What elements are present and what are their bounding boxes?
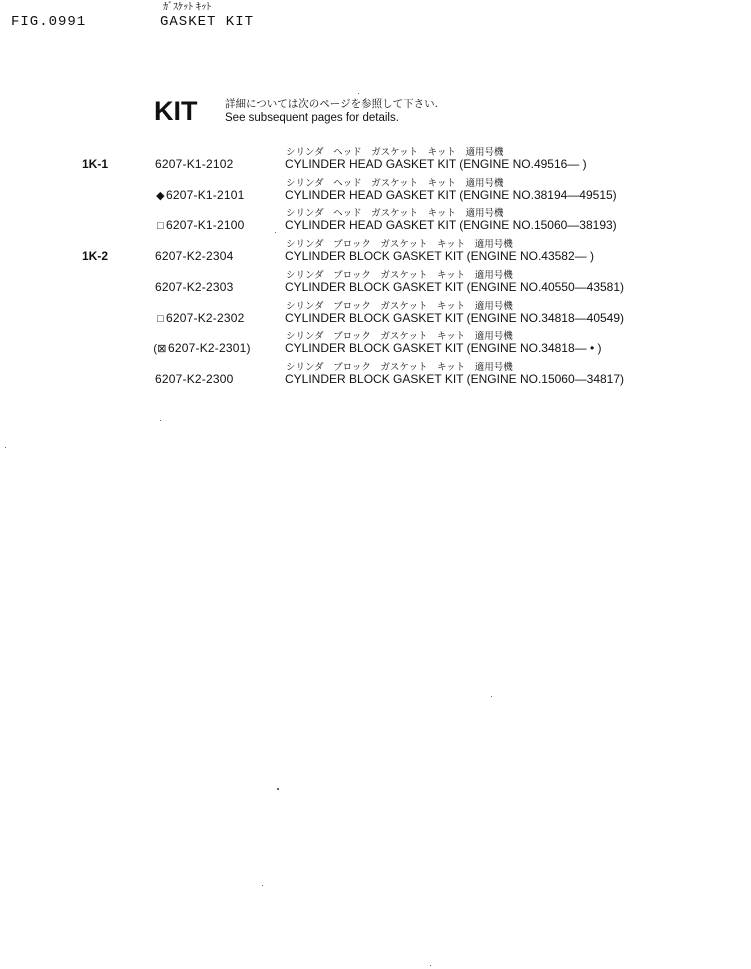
description-jp: シリンダ ヘッド ガスケット キット 適用号機 — [286, 208, 504, 220]
group-label: 1K-2 — [82, 249, 109, 264]
description-jp: シリンダ ブロック ガスケット キット 適用号機 — [286, 239, 513, 251]
scan-speck — [491, 696, 492, 697]
part-number-cell — [152, 341, 251, 355]
description-jp: シリンダ ブロック ガスケット キット 適用号機 — [286, 331, 513, 343]
scan-speck — [277, 788, 279, 790]
revision-marker-icon: (⊠ — [153, 343, 167, 356]
description-jp: シリンダ ブロック ガスケット キット 適用号機 — [286, 269, 513, 281]
part-number: 6207-K2-2300 — [155, 371, 234, 386]
revision-marker-icon: ◆ — [156, 189, 165, 202]
table-row — [0, 267, 751, 298]
part-number-cell — [155, 218, 244, 232]
table-row — [0, 298, 751, 329]
part-number: 6207-K1-2102 — [155, 157, 234, 171]
part-number-cell — [155, 311, 244, 325]
table-row — [0, 236, 751, 267]
part-number: 6207-K2-2304 — [155, 249, 234, 264]
note-en: See subsequent pages for details. — [225, 112, 399, 124]
part-number: 6207-K1-2100 — [166, 218, 245, 233]
part-number-cell — [155, 157, 233, 171]
scan-speck — [5, 447, 6, 448]
table-row — [0, 359, 751, 390]
description-en: CYLINDER BLOCK GASKET KIT (ENGINE NO.34818—40549) — [285, 310, 625, 325]
description-en: CYLINDER HEAD GASKET KIT (ENGINE NO.49516— ) — [285, 157, 587, 171]
table-row — [0, 144, 751, 175]
table-row — [0, 328, 751, 359]
table-row — [0, 175, 751, 206]
scan-speck — [430, 965, 431, 966]
scan-speck — [160, 420, 161, 421]
scan-speck — [262, 885, 263, 886]
description-en: CYLINDER HEAD GASKET KIT (ENGINE NO.15060—38193) — [285, 218, 617, 233]
part-number: 6207-K2-2301) — [168, 341, 251, 356]
title-jp: ｶﾞｽｹｯﾄ ｷｯﾄ — [163, 2, 212, 13]
part-number-cell — [155, 280, 233, 294]
kit-heading: KIT — [154, 96, 198, 126]
description-en: CYLINDER BLOCK GASKET KIT (ENGINE NO.34818— • ) — [285, 341, 602, 356]
revision-marker-icon: □ — [157, 220, 164, 233]
scan-speck — [275, 232, 276, 233]
description-en: CYLINDER HEAD GASKET KIT (ENGINE NO.38194—49515) — [285, 187, 617, 202]
description-jp: シリンダ ヘッド ガスケット キット 適用号機 — [286, 177, 504, 189]
description-jp: シリンダ ブロック ガスケット キット 適用号機 — [286, 300, 513, 312]
title-en: GASKET KIT — [160, 14, 255, 30]
part-number-cell — [155, 249, 233, 263]
group-label: 1K-1 — [82, 157, 109, 171]
part-number: 6207-K1-2101 — [166, 187, 245, 202]
description-jp: シリンダ ヘッド ガスケット キット 適用号機 — [286, 147, 504, 158]
scan-speck — [358, 93, 359, 94]
note-jp: 詳細については次のページを参照して下さい. — [225, 98, 438, 110]
part-number: 6207-K2-2303 — [155, 279, 234, 294]
description-en: CYLINDER BLOCK GASKET KIT (ENGINE NO.15060—34817) — [285, 371, 625, 386]
table-row — [0, 205, 751, 236]
figure-number: FIG.0991 — [11, 14, 87, 30]
part-number: 6207-K2-2302 — [166, 310, 245, 325]
part-number-cell — [155, 188, 244, 202]
description-jp: シリンダ ブロック ガスケット キット 適用号機 — [286, 361, 513, 373]
part-number-cell — [155, 372, 233, 386]
revision-marker-icon: □ — [157, 312, 164, 325]
description-en: CYLINDER BLOCK GASKET KIT (ENGINE NO.43582— ) — [285, 249, 594, 264]
description-en: CYLINDER BLOCK GASKET KIT (ENGINE NO.40550—43581) — [285, 279, 625, 294]
